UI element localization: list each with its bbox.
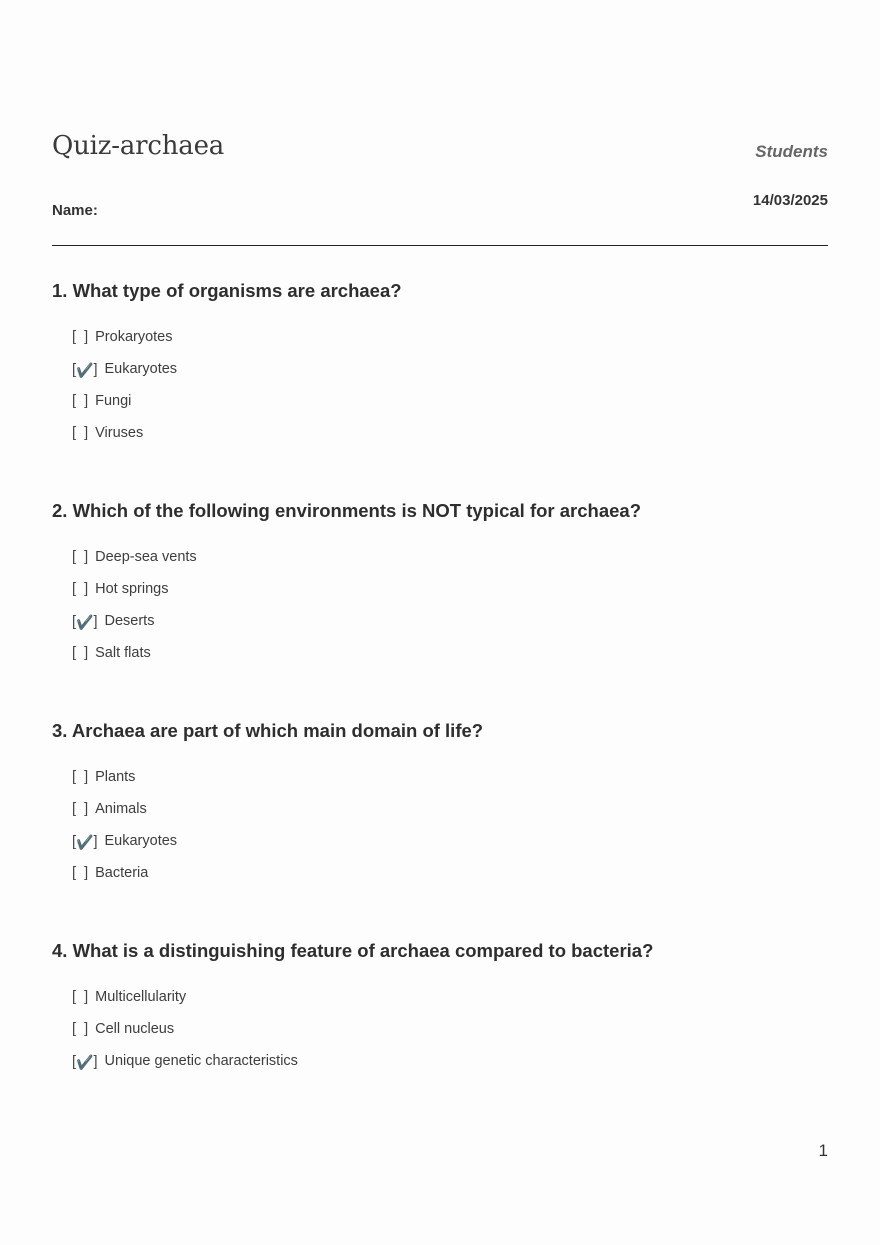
option-item[interactable] [72, 581, 828, 613]
option-label: Bacteria [95, 865, 149, 881]
checkbox[interactable]: [ ] [72, 645, 89, 661]
option-label: Unique genetic characteristics [104, 1053, 298, 1069]
checkbox-checked[interactable]: [✔️] [72, 834, 98, 850]
option-label: Multicellularity [95, 989, 187, 1005]
checkbox[interactable]: [ ] [72, 425, 89, 441]
quiz-date: 14/03/2025 [752, 192, 828, 209]
header-divider [52, 245, 828, 246]
checkbox[interactable]: [ ] [72, 801, 89, 817]
option-label: Eukaryotes [104, 833, 178, 849]
option-item[interactable] [72, 801, 828, 833]
option-list [52, 329, 828, 457]
checkbox-checked[interactable]: [✔️] [72, 1054, 98, 1070]
option-list [52, 989, 828, 1085]
option-item[interactable] [72, 833, 828, 865]
option-item[interactable] [72, 329, 828, 361]
question-text: 1. What type of organisms are archaea? [52, 280, 402, 301]
quiz-title: Quiz-archaea [52, 131, 225, 161]
checkbox[interactable]: [ ] [72, 1021, 89, 1037]
option-label: Deserts [104, 613, 155, 629]
question-1 [52, 280, 828, 457]
option-item[interactable] [72, 613, 828, 645]
check-mark-icon: ✔️ [76, 1054, 94, 1070]
question-text: 3. Archaea are part of which main domain of life? [52, 720, 484, 741]
option-list [52, 549, 828, 677]
checkbox[interactable]: [ ] [72, 549, 89, 565]
page-number: 1 [818, 1141, 828, 1160]
option-label: Fungi [95, 393, 132, 409]
option-label: Eukaryotes [104, 361, 178, 377]
checkbox[interactable]: [ ] [72, 393, 89, 409]
option-label: Salt flats [95, 645, 151, 661]
checkbox[interactable]: [ ] [72, 581, 89, 597]
option-item[interactable] [72, 989, 828, 1021]
option-label: Deep-sea vents [95, 549, 197, 565]
option-label: Hot springs [95, 581, 169, 597]
question-text: 4. What is a distinguishing feature of archaea compared to bacteria? [52, 940, 654, 961]
checkbox[interactable]: [ ] [72, 769, 89, 785]
checkbox[interactable]: [ ] [72, 989, 89, 1005]
checkbox[interactable]: [ ] [72, 329, 89, 345]
check-mark-icon: ✔️ [76, 834, 94, 850]
option-item[interactable] [72, 1053, 828, 1085]
option-item[interactable] [72, 361, 828, 393]
option-item[interactable] [72, 425, 828, 457]
option-label: Viruses [95, 425, 144, 441]
checkbox-checked[interactable]: [✔️] [72, 362, 98, 378]
option-label: Animals [95, 801, 147, 817]
option-label: Cell nucleus [95, 1021, 175, 1037]
audience-label: Students [755, 142, 828, 161]
option-label: Plants [95, 769, 136, 785]
option-item[interactable] [72, 865, 828, 897]
option-item[interactable] [72, 645, 828, 677]
name-label: Name: [52, 202, 98, 219]
check-mark-icon: ✔️ [76, 362, 94, 378]
option-item[interactable] [72, 549, 828, 581]
option-item[interactable] [72, 393, 828, 425]
option-item[interactable] [72, 769, 828, 801]
option-label: Prokaryotes [95, 329, 173, 345]
question-2 [52, 500, 828, 677]
question-text: 2. Which of the following environments is NOT typical for archaea? [52, 500, 642, 521]
option-item[interactable] [72, 1021, 828, 1053]
question-3 [52, 720, 828, 897]
question-4 [52, 940, 828, 1085]
checkbox-checked[interactable]: [✔️] [72, 614, 98, 630]
checkbox[interactable]: [ ] [72, 865, 89, 881]
check-mark-icon: ✔️ [76, 614, 94, 630]
option-list [52, 769, 828, 897]
